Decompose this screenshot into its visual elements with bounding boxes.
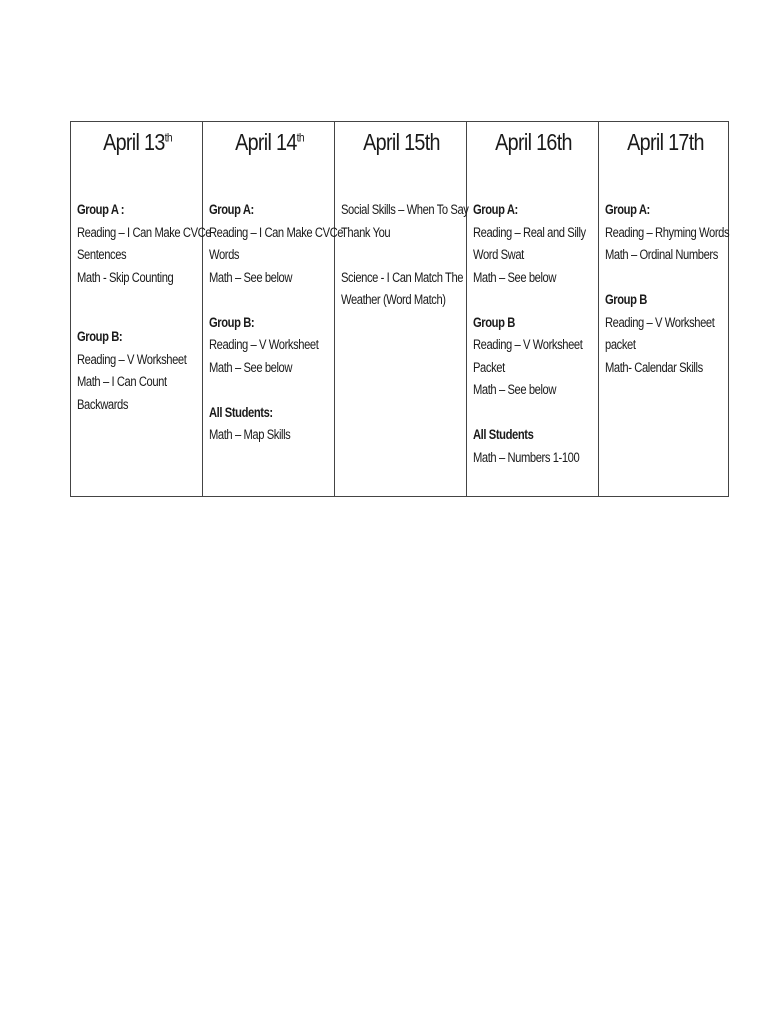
day-heading: April 15th <box>363 129 440 155</box>
activity-line: Reading – V Worksheet <box>473 337 583 352</box>
activity-line: Reading – I Can Make CVCe <box>209 224 344 240</box>
activity-line: Reading – Real and Silly <box>473 224 586 240</box>
activity-line: Math – Ordinal Numbers <box>605 247 718 262</box>
day-column <box>467 122 599 496</box>
spacer <box>605 267 730 290</box>
day-column <box>599 122 730 496</box>
day-activities <box>341 199 469 312</box>
activity-line: Thank You <box>341 224 391 240</box>
activity-line: Math – See below <box>473 382 557 397</box>
activity-line: Math – See below <box>473 269 557 285</box>
day-activities <box>77 199 212 416</box>
spacer <box>473 402 598 425</box>
group-heading: All Students: <box>209 404 273 420</box>
day-activities <box>473 199 598 469</box>
group-heading: All Students <box>473 427 534 442</box>
group-heading: Group A: <box>605 202 650 217</box>
group-heading: Group A: <box>473 202 518 217</box>
group-heading: Group B: <box>77 329 123 344</box>
activity-line: Reading – V Worksheet <box>209 337 319 352</box>
activity-line: Reading – Rhyming Words <box>605 224 730 240</box>
day-activities <box>209 199 344 447</box>
spacer <box>77 289 202 326</box>
day-heading: April 13th <box>103 129 172 155</box>
activity-line: Math – I Can Count <box>77 374 167 389</box>
group-heading: Group A: <box>209 202 254 217</box>
day-heading: April 16th <box>495 129 572 155</box>
activity-line: Sentences <box>77 247 127 262</box>
day-heading: April 17th <box>627 129 704 155</box>
activity-line: Science - I Can Match The <box>341 269 464 285</box>
day-column <box>71 122 212 496</box>
activity-line: Math – See below <box>209 359 293 375</box>
activity-line: Math – Map Skills <box>209 427 291 442</box>
activity-line: Reading – V Worksheet <box>77 351 187 367</box>
spacer <box>341 244 466 267</box>
activity-line: Math- Calendar Skills <box>605 359 703 375</box>
activity-line: Social Skills – When To Say <box>341 202 469 217</box>
group-heading: Group A : <box>77 202 125 217</box>
spacer <box>209 379 334 402</box>
schedule-table <box>70 121 729 497</box>
day-activities <box>605 199 730 379</box>
activity-line: Reading – I Can Make CVCe <box>77 224 212 240</box>
activity-line: Packet <box>473 359 505 375</box>
group-heading: Group B: <box>209 314 255 330</box>
activity-line: Backwards <box>77 396 129 412</box>
day-column <box>203 122 344 496</box>
day-heading: April 14th <box>235 129 304 155</box>
activity-line: Math – See below <box>209 269 293 285</box>
group-heading: Group B <box>473 314 515 330</box>
day-column <box>335 122 467 496</box>
spacer <box>209 289 334 312</box>
activity-line: Weather (Word Match) <box>341 292 446 307</box>
group-heading: Group B <box>605 292 647 307</box>
activity-line: Math – Numbers 1-100 <box>473 449 580 465</box>
activity-line: packet <box>605 337 636 352</box>
activity-line: Words <box>209 247 240 262</box>
spacer <box>473 289 598 312</box>
activity-line: Word Swat <box>473 247 524 262</box>
activity-line: Reading – V Worksheet <box>605 314 715 330</box>
activity-line: Math - Skip Counting <box>77 269 174 285</box>
